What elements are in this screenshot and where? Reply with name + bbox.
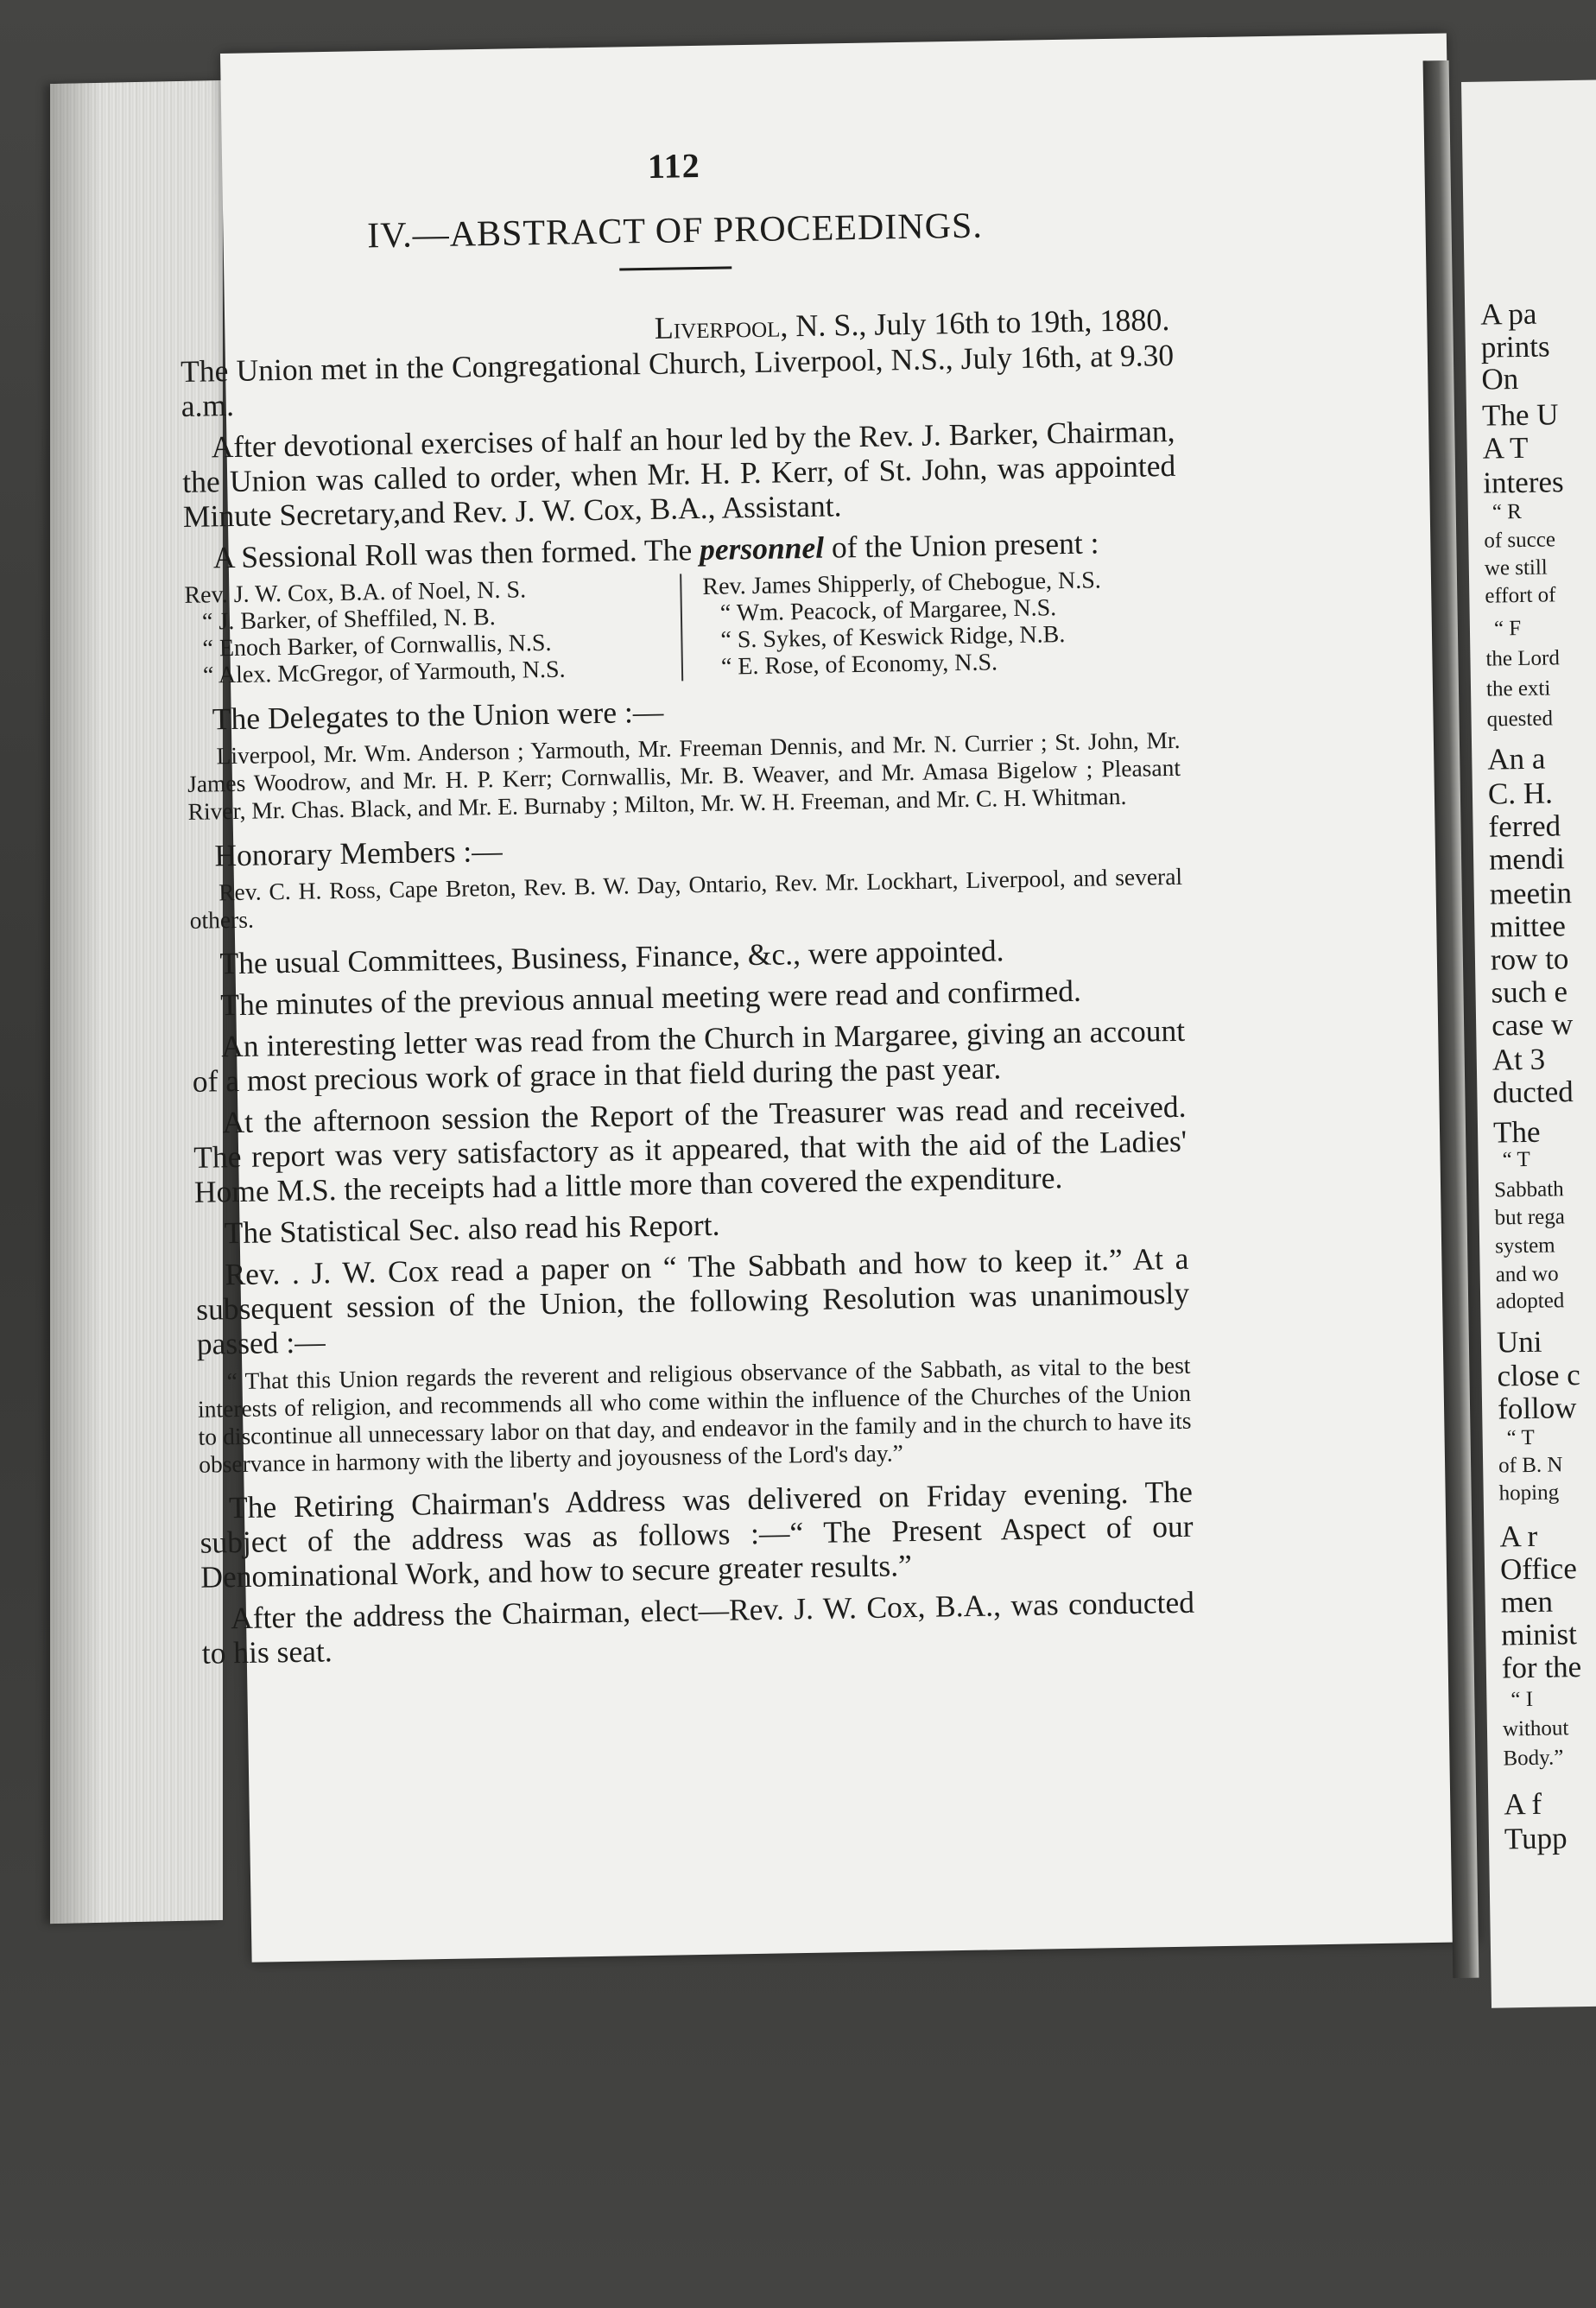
page-content: [177, 137, 1195, 1677]
right-page-fragment: effort of: [1485, 583, 1556, 608]
right-page-fragment: of succe: [1484, 528, 1556, 553]
right-page-fragment: row to: [1490, 942, 1569, 977]
right-page-fragment: The: [1492, 1114, 1541, 1150]
right-page-fragment: without: [1502, 1716, 1569, 1741]
right-page-fragment: hoping: [1498, 1481, 1560, 1506]
right-page-fragment: system: [1494, 1233, 1555, 1259]
right-page-fragment: An a: [1487, 741, 1546, 777]
delegates-heading: The Delegates to the Union were :—: [212, 694, 664, 737]
paragraph-sabbath-paper: Rev. . J. W. Cox read a paper on “ The Sabbath and how to keep it.” At a subsequent session of the Union, the following Resolution was unanimously passed :—: [195, 1240, 1190, 1361]
right-page-fragment: mittee: [1490, 909, 1567, 944]
roll-entry: “ Wm. Peacock, of Margaree, N.S.: [719, 594, 1057, 627]
sessional-roll-before: A Sessional Roll was then formed. The: [212, 532, 700, 575]
paragraph-union-met: The Union met in the Congregational Church, Liverpool, N.S., July 16th, at 9.30 a.m.: [180, 337, 1175, 423]
right-page-fragment: meetin: [1489, 876, 1573, 911]
right-page-fragment: for the: [1501, 1650, 1582, 1685]
paragraph-statistical: The Statistical Sec. also read his Report.: [224, 1207, 720, 1251]
paragraph-chairman-elect: After the address the Chairman, elect—Rev. J. W. Cox, B.A., was conducted to his seat.: [201, 1584, 1195, 1671]
roll-entry: Rev. J. W. Cox, B.A. of Noel, N. S.: [184, 576, 527, 609]
right-page-fragment: Tupp: [1504, 1821, 1568, 1856]
sessional-roll-after: of the Union present :: [823, 525, 1099, 565]
right-page-fragment: “ R: [1492, 499, 1523, 524]
personnel-word: personnel: [699, 529, 825, 567]
right-page-fragment: but rega: [1494, 1205, 1566, 1230]
right-page-fragment: “ T: [1502, 1147, 1530, 1172]
sessional-roll: [184, 566, 1179, 689]
right-page-fragment: “ T: [1506, 1425, 1536, 1450]
honorary-list: Rev. C. H. Ross, Cape Breton, Rev. B. W. Day, Ontario, Rev. Mr. Lockhart, Liverpool, and several others.: [189, 862, 1183, 934]
paragraph-minutes: The minutes of the previous annual meeting were read and confirmed.: [220, 973, 1082, 1023]
right-page-fragment: A pa: [1479, 296, 1537, 332]
section-title: IV.—ABSTRACT OF PROCEEDINGS.: [366, 206, 984, 257]
roll-column-right: [681, 566, 1179, 681]
dateline-place: Liverpool: [654, 308, 781, 346]
right-page-fragment: the Lord: [1485, 646, 1561, 671]
paragraph-treasurer-report: At the afternoon session the Report of the Treasurer was read and received. The report was very satisfactory as it appeared, that with the aid of the Ladies' Home M.S. the receipts had a little more than covered the expenditure.: [193, 1088, 1188, 1209]
right-page-fragment: such e: [1491, 974, 1568, 1010]
roll-entry: “ Enoch Barker, of Cornwallis, N.S.: [202, 629, 552, 663]
honorary-heading: Honorary Members :—: [214, 833, 503, 873]
right-page-fragment: we still: [1484, 555, 1548, 580]
resolution-quote: “ That this Union regards the reverent and religious observance of the Sabbath, as vital to the best interests of religion, and recommends all who come within the influence of the Churches of the Union to discontinue all unnecessary labor on that day, and endeavor in the family and in the church to have its observance in harmony with the liberty and joyousness of the Lord's day.”: [197, 1351, 1192, 1478]
right-page-fragment: Uni: [1496, 1324, 1542, 1360]
dateline-rest: , N. S., July 16th to 19th, 1880.: [780, 301, 1170, 344]
right-page-fragment: “ F: [1493, 616, 1522, 641]
right-page-fragment: quested: [1486, 707, 1554, 732]
paragraph-margaree-letter: An interesting letter was read from the Church in Margaree, giving an account of a most precious work of grace in that field during the past year.: [192, 1012, 1186, 1099]
right-page-fragment: adopted: [1495, 1289, 1565, 1314]
right-page-fragment: A T: [1482, 430, 1529, 466]
right-page-fragment: close c: [1497, 1358, 1581, 1393]
paragraph-committees: The usual Committees, Business, Finance, &c., were appointed.: [219, 933, 1004, 981]
delegates-list: Liverpool, Mr. Wm. Anderson ; Yarmouth, Mr. Freeman Dennis, and Mr. N. Currier ; St. John, Mr. James Woodrow, and Mr. H. P. Kerr; Cornwallis, Mr. B. Weaver, and Mr. Amasa Bigelow ; Pleasant River, Mr. Chas. Black, and Mr. E. Burnaby ; Milton, Mr. W. H. Freeman, and Mr. C. H. Whitman.: [187, 726, 1181, 825]
paragraph-chairman-address: The Retiring Chairman's Address was delivered on Friday evening. The subject of the address was as follows :—“ The Present Aspect of our Denominational Work, and how to secure greater results.”: [200, 1474, 1194, 1595]
right-page-fragment: On: [1481, 362, 1519, 396]
right-page-fragment: mendi: [1488, 841, 1565, 877]
right-page-fragment: the exti: [1485, 676, 1551, 701]
page-number: 112: [647, 145, 701, 186]
right-page-fragment: Body.”: [1503, 1746, 1564, 1771]
right-page-fragment: of B. N: [1498, 1453, 1563, 1478]
right-page-fragment: minist: [1500, 1617, 1578, 1652]
paragraph-devotional: After devotional exercises of half an hour led by the Rev. J. Barker, Chairman, the Union was called to order, when Mr. H. P. Kerr, of St. John, was appointed Minute Secretary,and Rev. J. W. Cox, B.A., Assistant.: [181, 413, 1176, 534]
right-page-fragment: “ I: [1510, 1687, 1534, 1712]
right-page-fragment: ducted: [1492, 1075, 1574, 1110]
right-page-fragment: At 3: [1492, 1042, 1546, 1077]
roll-entry: “ E. Rose, of Economy, N.S.: [720, 649, 998, 681]
roll-entry: “ Alex. McGregor, of Yarmouth, N.S.: [202, 656, 566, 689]
right-page-fragment: and wo: [1495, 1262, 1559, 1287]
right-page-fragment: C. H.: [1487, 776, 1554, 811]
roll-entry: “ J. Barker, of Sheffiled, N. B.: [201, 603, 496, 636]
roll-entry: Rev. James Shipperly, of Chebogue, N.S.: [702, 567, 1102, 600]
roll-entry: “ S. Sykes, of Keswick Ridge, N.B.: [720, 621, 1066, 654]
title-rule: [619, 266, 732, 270]
right-page-fragment: Sabbath: [1493, 1177, 1564, 1202]
right-page-fragment: A r: [1499, 1519, 1538, 1554]
right-page-fragment: case w: [1491, 1007, 1574, 1043]
right-page-fragment: ferred: [1488, 808, 1561, 844]
right-page-fragment: interes: [1482, 465, 1564, 500]
right-page-fragment: men: [1500, 1584, 1554, 1620]
right-page-fragment: A f: [1504, 1786, 1542, 1822]
right-page-fragment: The U: [1481, 397, 1559, 433]
right-page-fragment: follow: [1497, 1391, 1577, 1426]
roll-column-left: [184, 574, 683, 689]
right-page-fragment: Office: [1499, 1551, 1578, 1587]
right-page-fragment: prints: [1480, 329, 1550, 365]
